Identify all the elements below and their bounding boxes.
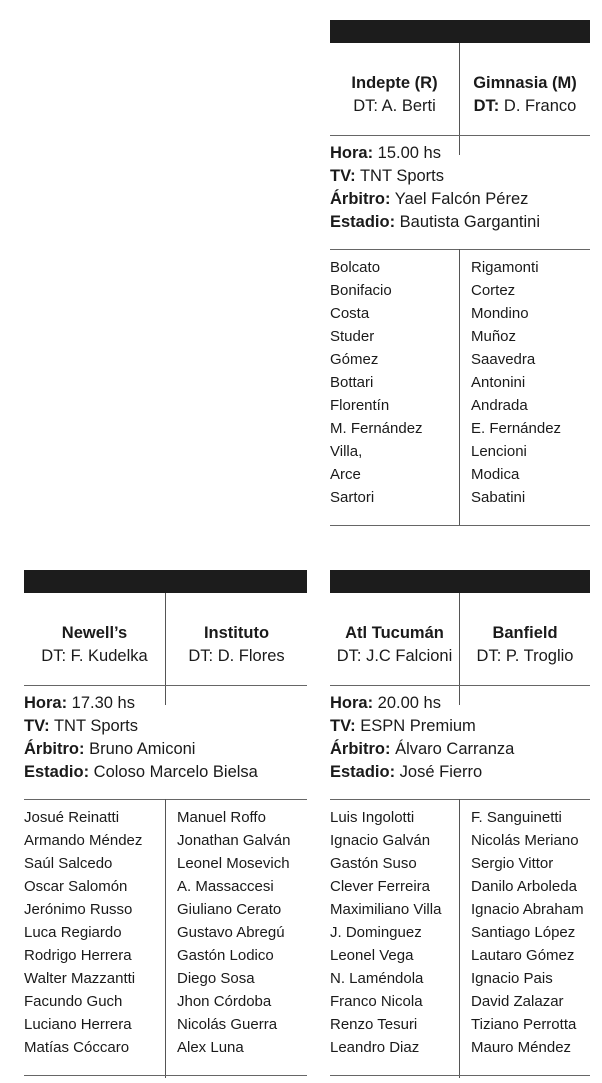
player: Ignacio Galván xyxy=(330,832,431,849)
player: Florentín xyxy=(330,397,390,414)
lineup-divider xyxy=(165,799,166,1078)
player: A. Massaccesi xyxy=(177,878,274,895)
player: Mauro Méndez xyxy=(471,1039,572,1056)
player: Saúl Salcedo xyxy=(24,855,113,872)
player: F. Sanguinetti xyxy=(471,809,562,826)
player: Leandro Diaz xyxy=(330,1039,420,1056)
player: Modica xyxy=(471,466,520,483)
player: M. Fernández xyxy=(330,420,423,437)
home-team-coach: DT: J.C Falcioni xyxy=(336,647,453,665)
player: Saavedra xyxy=(471,351,536,368)
section-divider xyxy=(330,685,590,686)
match-info xyxy=(330,692,514,784)
player: J. Dominguez xyxy=(330,924,422,941)
player: Giuliano Cerato xyxy=(177,901,282,918)
home-team-coach: DT: A. Berti xyxy=(353,97,436,115)
player: Maximiliano Villa xyxy=(330,901,442,918)
home-lineup xyxy=(330,256,423,509)
player: Jerónimo Russo xyxy=(24,901,133,918)
lineup-divider xyxy=(459,799,460,1078)
player: Bottari xyxy=(330,374,374,391)
player: Luca Regiardo xyxy=(24,924,122,941)
match-info xyxy=(24,692,258,784)
player: Costa xyxy=(330,305,370,322)
section-divider xyxy=(330,525,590,526)
player: Renzo Tesuri xyxy=(330,1016,418,1033)
player: Diego Sosa xyxy=(177,970,255,987)
home-team-name: Atl Tucumán xyxy=(345,624,444,642)
match-header-bar xyxy=(330,570,590,593)
player: Nicolás Meriano xyxy=(471,832,579,849)
player: Facundo Guch xyxy=(24,993,123,1010)
player: Jhon Córdoba xyxy=(177,993,272,1010)
player: Arce xyxy=(330,466,361,483)
player: Luis Ingolotti xyxy=(330,809,415,826)
player: N. Laméndola xyxy=(330,970,424,987)
player: E. Fernández xyxy=(471,420,562,437)
player: Nicolás Guerra xyxy=(177,1016,278,1033)
player: Luciano Herrera xyxy=(24,1016,132,1033)
player: Leonel Vega xyxy=(330,947,414,964)
match-card-atltucuman-banfield xyxy=(330,570,590,1078)
player: Andrada xyxy=(471,397,528,414)
player: Jonathan Galván xyxy=(177,832,291,849)
match-stadium: Estadio: José Fierro xyxy=(330,763,483,781)
away-team-name: Instituto xyxy=(203,624,270,642)
player: Tiziano Perrotta xyxy=(471,1016,577,1033)
away-coach-prefix: DT: xyxy=(473,97,500,115)
match-header-bar xyxy=(24,570,307,593)
player: Cortez xyxy=(471,282,516,299)
player: Clever Ferreira xyxy=(330,878,431,895)
match-time: Hora: 15.00 hs xyxy=(330,144,441,162)
player: Sergio Vittor xyxy=(471,855,554,872)
player: Gastón Lodico xyxy=(177,947,274,964)
player: Mondino xyxy=(471,305,529,322)
player: Matías Cóccaro xyxy=(24,1039,130,1056)
player: Gastón Suso xyxy=(330,855,417,872)
player: Bonifacio xyxy=(330,282,392,299)
away-team-name: Banfield xyxy=(492,624,558,642)
match-tv: TV: TNT Sports xyxy=(330,167,445,185)
player: Sartori xyxy=(330,489,375,506)
home-lineup xyxy=(24,806,142,1059)
section-divider xyxy=(330,249,590,250)
match-stadium: Estadio: Bautista Gargantini xyxy=(330,213,541,231)
player: Leonel Mosevich xyxy=(177,855,290,872)
away-team xyxy=(460,72,590,118)
away-team-coach: DT: D. Flores xyxy=(188,647,285,665)
away-lineup xyxy=(177,806,290,1059)
player: Rodrigo Herrera xyxy=(24,947,132,964)
player: Oscar Salomón xyxy=(24,878,128,895)
away-team-coach xyxy=(460,95,590,118)
player: Sabatini xyxy=(471,489,526,506)
match-card-newells-instituto xyxy=(24,570,307,1078)
match-header-bar xyxy=(330,20,590,43)
match-referee: Árbitro: Álvaro Carranza xyxy=(330,740,515,758)
match-time: Hora: 20.00 hs xyxy=(330,694,441,712)
player: Bolcato xyxy=(330,259,381,276)
player: Franco Nicola xyxy=(330,993,423,1010)
home-team-name: Newell’s xyxy=(61,624,128,642)
home-team xyxy=(24,622,165,668)
section-divider xyxy=(24,1075,307,1076)
lineup-divider xyxy=(459,249,460,526)
player: Walter Mazzantti xyxy=(24,970,136,987)
player: Gustavo Abregú xyxy=(177,924,285,941)
match-referee: Árbitro: Bruno Amiconi xyxy=(24,740,196,758)
section-divider xyxy=(330,135,590,136)
section-divider xyxy=(24,685,307,686)
match-info xyxy=(330,142,540,234)
away-lineup xyxy=(471,256,561,509)
player: Gómez xyxy=(330,351,379,368)
home-lineup xyxy=(330,806,441,1059)
match-tv: TV: TNT Sports xyxy=(24,717,139,735)
match-referee: Árbitro: Yael Falcón Pérez xyxy=(330,190,529,208)
player: Armando Méndez xyxy=(24,832,143,849)
match-time: Hora: 17.30 hs xyxy=(24,694,135,712)
section-divider xyxy=(330,799,590,800)
away-coach-name: D. Franco xyxy=(499,97,577,115)
player: Manuel Roffo xyxy=(177,809,266,826)
away-team-coach: DT: P. Troglio xyxy=(476,647,574,665)
player: Ignacio Pais xyxy=(471,970,553,987)
match-card-indepte-gimnasia xyxy=(330,20,590,526)
player: Ignacio Abraham xyxy=(471,901,584,918)
home-team-coach: DT: F. Kudelka xyxy=(41,647,148,665)
player: Antonini xyxy=(471,374,526,391)
section-divider xyxy=(330,1075,590,1076)
home-team-name: Indepte (R) xyxy=(351,74,438,92)
player: Santiago López xyxy=(471,924,576,941)
player: Alex Luna xyxy=(177,1039,244,1056)
player: Lautaro Gómez xyxy=(471,947,575,964)
player: Rigamonti xyxy=(471,259,539,276)
match-stadium: Estadio: Coloso Marcelo Bielsa xyxy=(24,763,258,781)
away-team xyxy=(460,622,590,668)
player: Villa, xyxy=(330,443,363,460)
match-tv: TV: ESPN Premium xyxy=(330,717,476,735)
player: David Zalazar xyxy=(471,993,564,1010)
home-team xyxy=(330,72,459,118)
away-lineup xyxy=(471,806,584,1059)
player: Studer xyxy=(330,328,375,345)
away-team-name: Gimnasia (M) xyxy=(473,74,577,92)
player: Josué Reinatti xyxy=(24,809,120,826)
player: Danilo Arboleda xyxy=(471,878,577,895)
home-team xyxy=(330,622,459,668)
away-team xyxy=(166,622,307,668)
player: Muñoz xyxy=(471,328,517,345)
player: Lencioni xyxy=(471,443,527,460)
